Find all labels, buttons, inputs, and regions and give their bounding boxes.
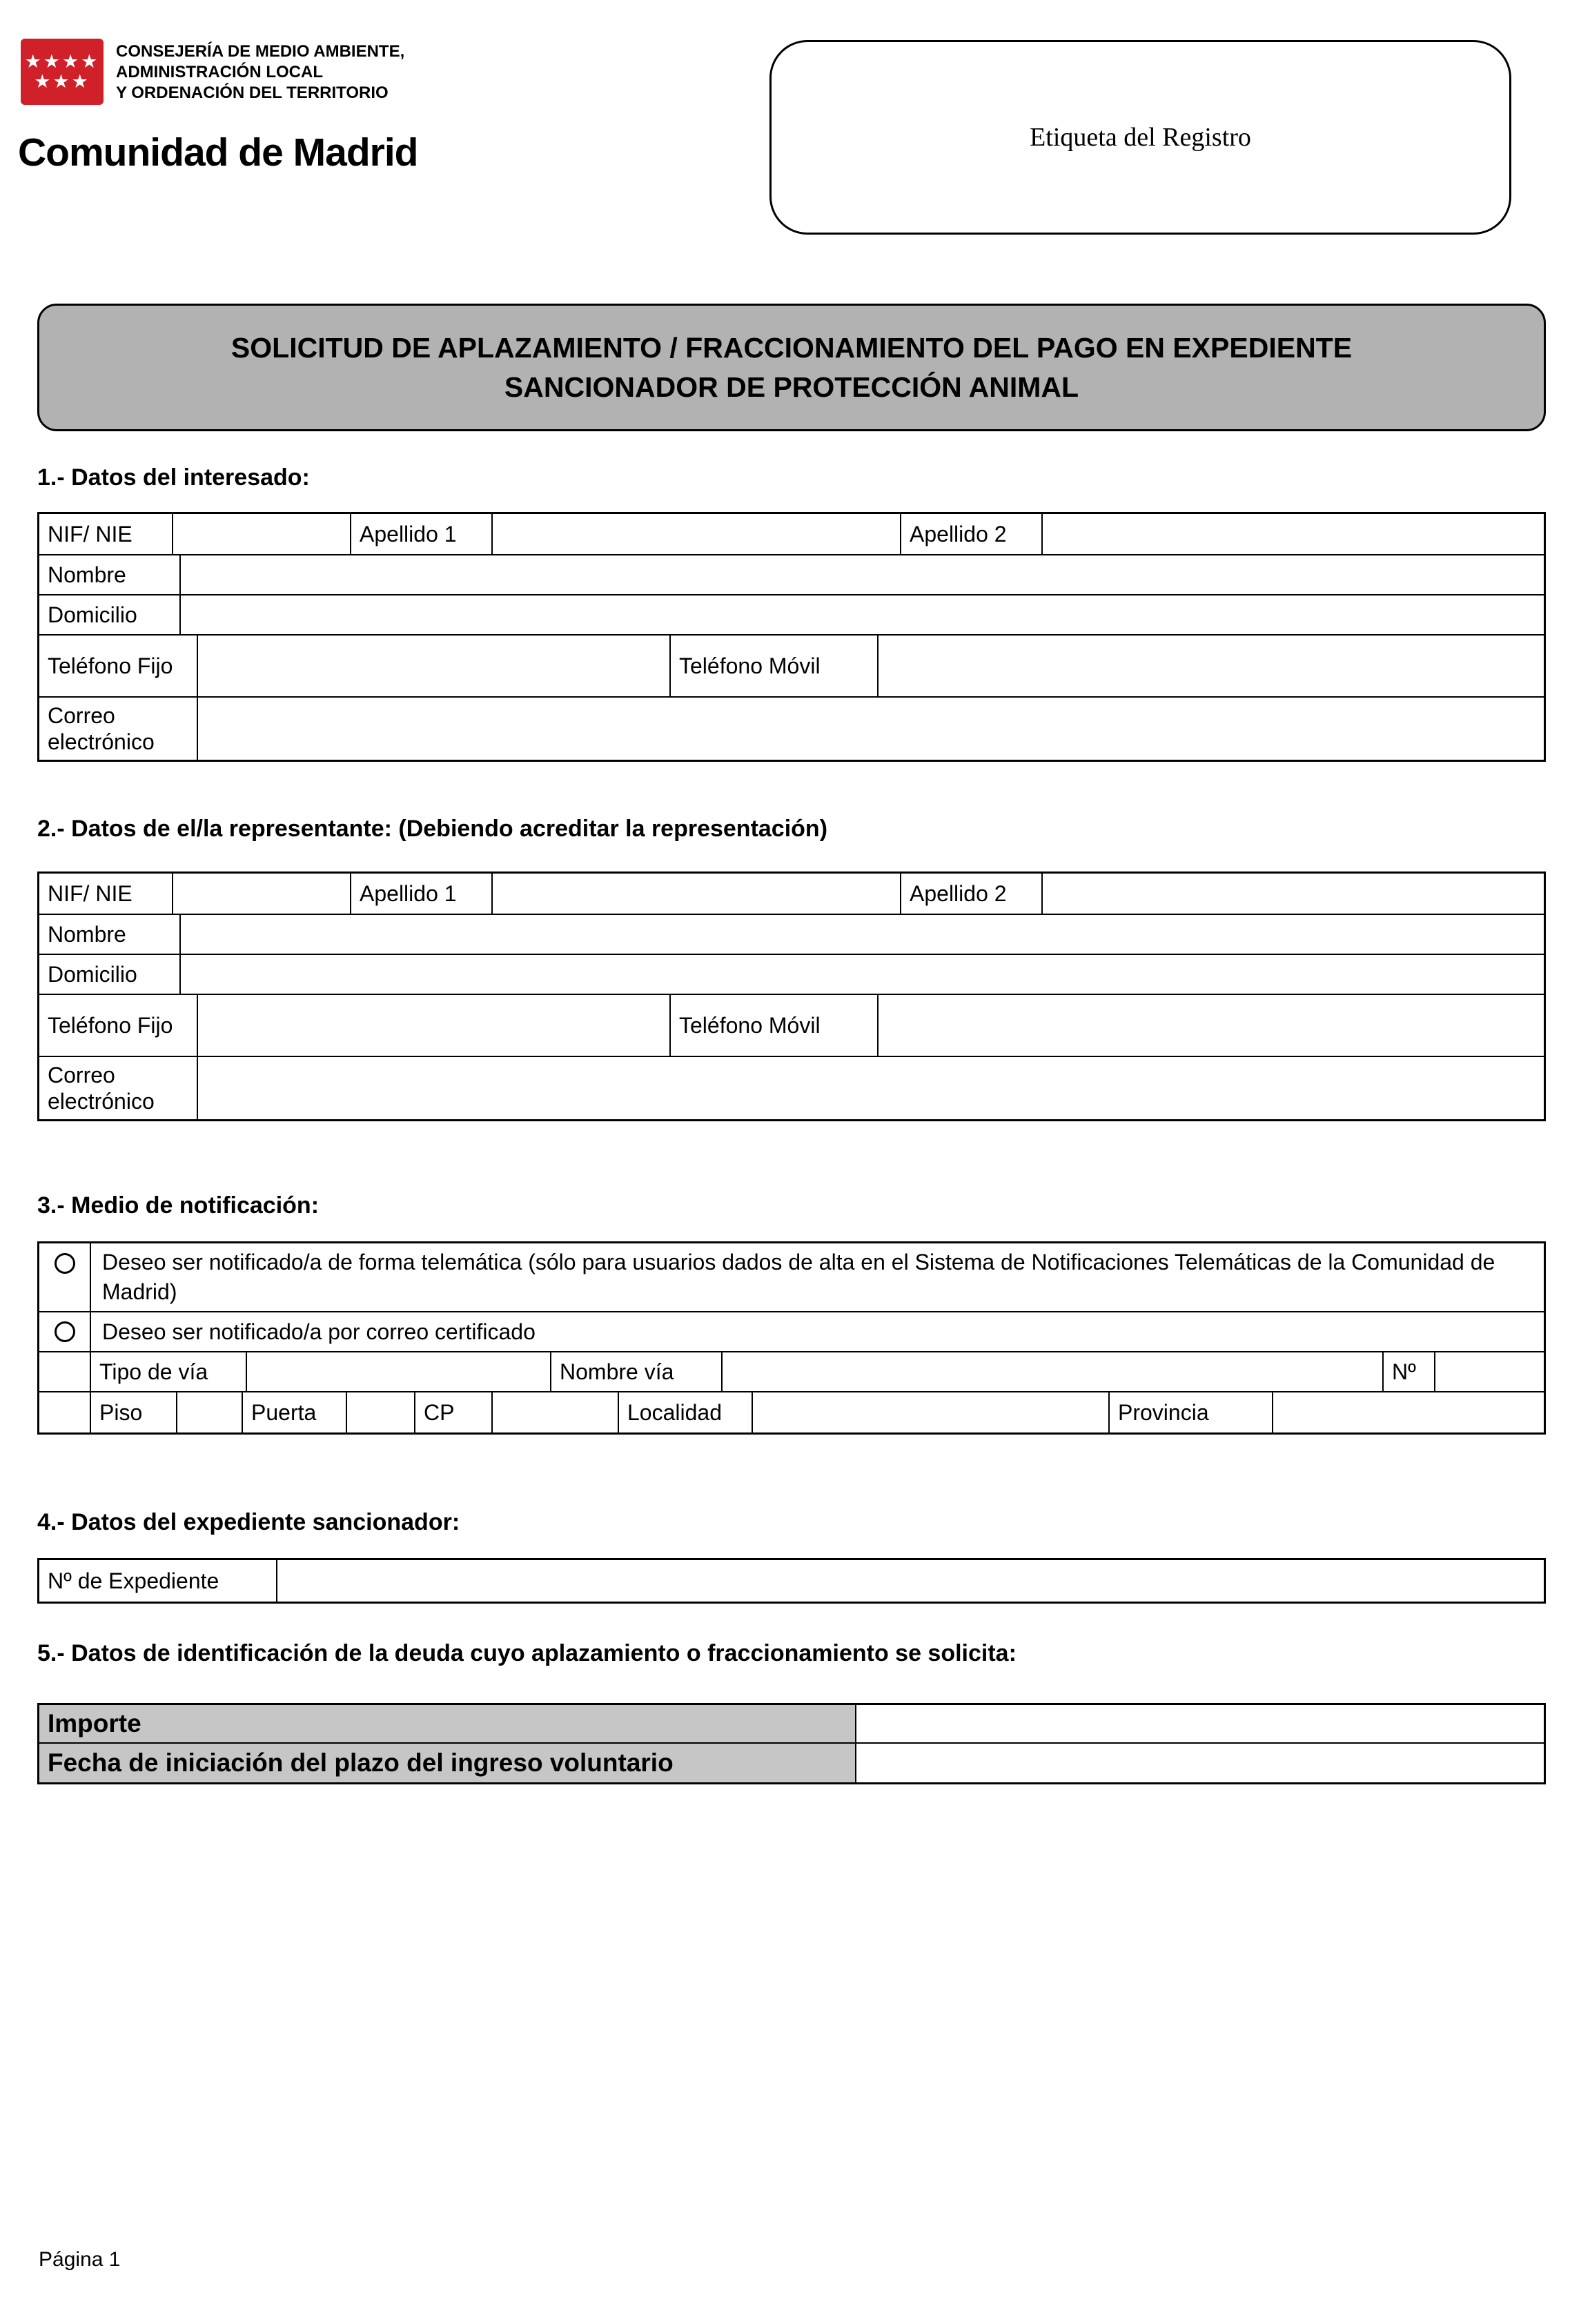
table-row — [39, 1744, 1544, 1782]
table-row — [39, 1560, 1544, 1602]
table-row — [39, 1057, 1544, 1119]
domicilio-label: Domicilio — [39, 595, 181, 636]
tipo-via-field[interactable] — [247, 1352, 551, 1392]
table-row — [39, 636, 1544, 698]
correo-label — [39, 1057, 198, 1119]
correo-certificado-radio-cell — [39, 1312, 91, 1352]
table-row — [39, 874, 1544, 915]
correo-certificado-option-label: Deseo ser notificado/a por correo certificado — [91, 1312, 1544, 1352]
form-content — [37, 304, 1546, 1784]
representative-data-table — [37, 872, 1546, 1121]
apellido2-label: Apellido 2 — [901, 874, 1043, 915]
section4-heading: 4.- Datos del expediente sancionador: — [37, 1509, 460, 1535]
interested-nombre-field[interactable] — [181, 555, 1544, 595]
table-row — [39, 1392, 1544, 1432]
table-row — [39, 595, 1544, 636]
representative-apellido2-field[interactable] — [1043, 874, 1544, 915]
representative-apellido1-field[interactable] — [493, 874, 901, 915]
table-row — [39, 698, 1544, 760]
organization-name — [116, 41, 404, 104]
registry-label-text: Etiqueta del Registro — [1030, 123, 1251, 152]
representative-nif-field[interactable] — [173, 874, 351, 915]
provincia-field[interactable] — [1273, 1392, 1544, 1432]
apellido2-label: Apellido 2 — [901, 514, 1043, 555]
representative-domicilio-field[interactable] — [181, 955, 1544, 995]
interested-telefono-movil-field[interactable] — [879, 636, 1544, 698]
fecha-iniciacion-label: Fecha de iniciación del plazo del ingreso voluntario — [39, 1744, 856, 1782]
org-line: ADMINISTRACIÓN LOCAL — [116, 63, 323, 81]
representative-nombre-field[interactable] — [181, 915, 1544, 955]
interested-telefono-fijo-field[interactable] — [198, 636, 671, 698]
cp-label: CP — [415, 1392, 493, 1432]
telefono-movil-label: Teléfono Móvil — [671, 995, 879, 1057]
expediente-label: Nº de Expediente — [39, 1560, 277, 1602]
form-title-line2: SANCIONADOR DE PROTECCIÓN ANIMAL — [504, 371, 1079, 403]
flag-stars-icon: ★★★ — [34, 71, 90, 92]
correo-label — [39, 698, 198, 760]
representative-telefono-movil-field[interactable] — [879, 995, 1544, 1057]
numero-field[interactable] — [1435, 1352, 1544, 1392]
table-row — [39, 915, 1544, 955]
telefono-fijo-label-text: Teléfono Fijo — [48, 1013, 173, 1038]
fecha-iniciacion-field[interactable] — [856, 1744, 1544, 1782]
apellido1-label: Apellido 1 — [351, 514, 493, 555]
telefono-fijo-label — [39, 995, 198, 1057]
correo-certificado-radio[interactable] — [55, 1321, 75, 1342]
org-line: CONSEJERÍA DE MEDIO AMBIENTE, — [116, 42, 405, 61]
telefono-fijo-label — [39, 636, 198, 698]
section3-heading: 3.- Medio de notificación: — [37, 1192, 320, 1219]
nombre-via-label: Nombre vía — [551, 1352, 723, 1392]
interested-apellido2-field[interactable] — [1043, 514, 1544, 555]
registry-label-box — [769, 40, 1511, 235]
interested-apellido1-field[interactable] — [493, 514, 901, 555]
brand-wordmark: Comunidad de Madrid — [18, 130, 418, 175]
apellido1-label: Apellido 1 — [351, 874, 493, 915]
table-row — [39, 1352, 1544, 1392]
nif-label: NIF/ NIE — [39, 874, 173, 915]
interested-domicilio-field[interactable] — [181, 595, 1544, 636]
org-line: Y ORDENACIÓN DEL TERRITORIO — [116, 83, 389, 102]
nombre-via-field[interactable] — [723, 1352, 1384, 1392]
representative-telefono-fijo-field[interactable] — [198, 995, 671, 1057]
section5-heading: 5.- Datos de identificación de la deuda cuyo aplazamiento o fraccionamiento se solicita: — [37, 1640, 1017, 1666]
nif-label: NIF/ NIE — [39, 514, 173, 555]
table-row — [39, 1705, 1544, 1744]
deuda-table — [37, 1703, 1546, 1784]
section1-heading: 1.- Datos del interesado: — [37, 464, 310, 491]
localidad-field[interactable] — [753, 1392, 1110, 1432]
table-row — [39, 555, 1544, 595]
interested-correo-field[interactable] — [198, 698, 1544, 760]
importe-label: Importe — [39, 1705, 856, 1744]
tipo-via-label: Tipo de vía — [91, 1352, 247, 1392]
telematica-radio[interactable] — [55, 1253, 75, 1274]
puerta-label: Puerta — [243, 1392, 347, 1432]
table-row — [39, 1243, 1544, 1312]
correo-label-text: Correo electrónico — [48, 703, 155, 754]
interested-nif-field[interactable] — [173, 514, 351, 555]
comunidad-madrid-flag-logo — [21, 39, 104, 105]
representative-correo-field[interactable] — [198, 1057, 1544, 1119]
piso-label: Piso — [91, 1392, 177, 1432]
table-row — [39, 955, 1544, 995]
table-row — [39, 1312, 1544, 1352]
nombre-label: Nombre — [39, 555, 181, 595]
cp-field[interactable] — [493, 1392, 619, 1432]
expediente-field[interactable] — [277, 1560, 1544, 1602]
form-title-bar — [37, 304, 1546, 431]
interested-data-table — [37, 512, 1546, 762]
section2-heading: 2.- Datos de el/la representante: (Debiendo acreditar la representación) — [37, 816, 828, 842]
page-number: Página 1 — [39, 2248, 121, 2271]
puerta-field[interactable] — [347, 1392, 415, 1432]
table-row — [39, 514, 1544, 555]
expediente-table — [37, 1558, 1546, 1604]
flag-stars-icon: ★★★★ — [24, 51, 100, 72]
provincia-label: Provincia — [1110, 1392, 1273, 1432]
spacer-cell — [39, 1352, 91, 1392]
spacer-cell — [39, 1392, 91, 1432]
numero-label: Nº — [1384, 1352, 1435, 1392]
table-row — [39, 995, 1544, 1057]
telefono-fijo-label-text: Teléfono Fijo — [48, 653, 173, 678]
form-title-line1: SOLICITUD DE APLAZAMIENTO / FRACCIONAMIENTO DEL PAGO EN EXPEDIENTE — [230, 331, 1353, 364]
notification-table — [37, 1241, 1546, 1435]
nombre-label: Nombre — [39, 915, 181, 955]
domicilio-label: Domicilio — [39, 955, 181, 995]
importe-field[interactable] — [856, 1705, 1544, 1744]
telematica-radio-cell — [39, 1243, 91, 1312]
telematica-option-label: Deseo ser notificado/a de forma telemática (sólo para usuarios dados de alta en el Sistema de Notificaciones Telemáticas de la Comunidad de Madrid) — [91, 1243, 1544, 1312]
localidad-label: Localidad — [619, 1392, 753, 1432]
correo-label-text: Correo electrónico — [48, 1063, 155, 1114]
piso-field[interactable] — [177, 1392, 243, 1432]
page-header — [0, 0, 1590, 304]
telefono-movil-label: Teléfono Móvil — [671, 636, 879, 698]
